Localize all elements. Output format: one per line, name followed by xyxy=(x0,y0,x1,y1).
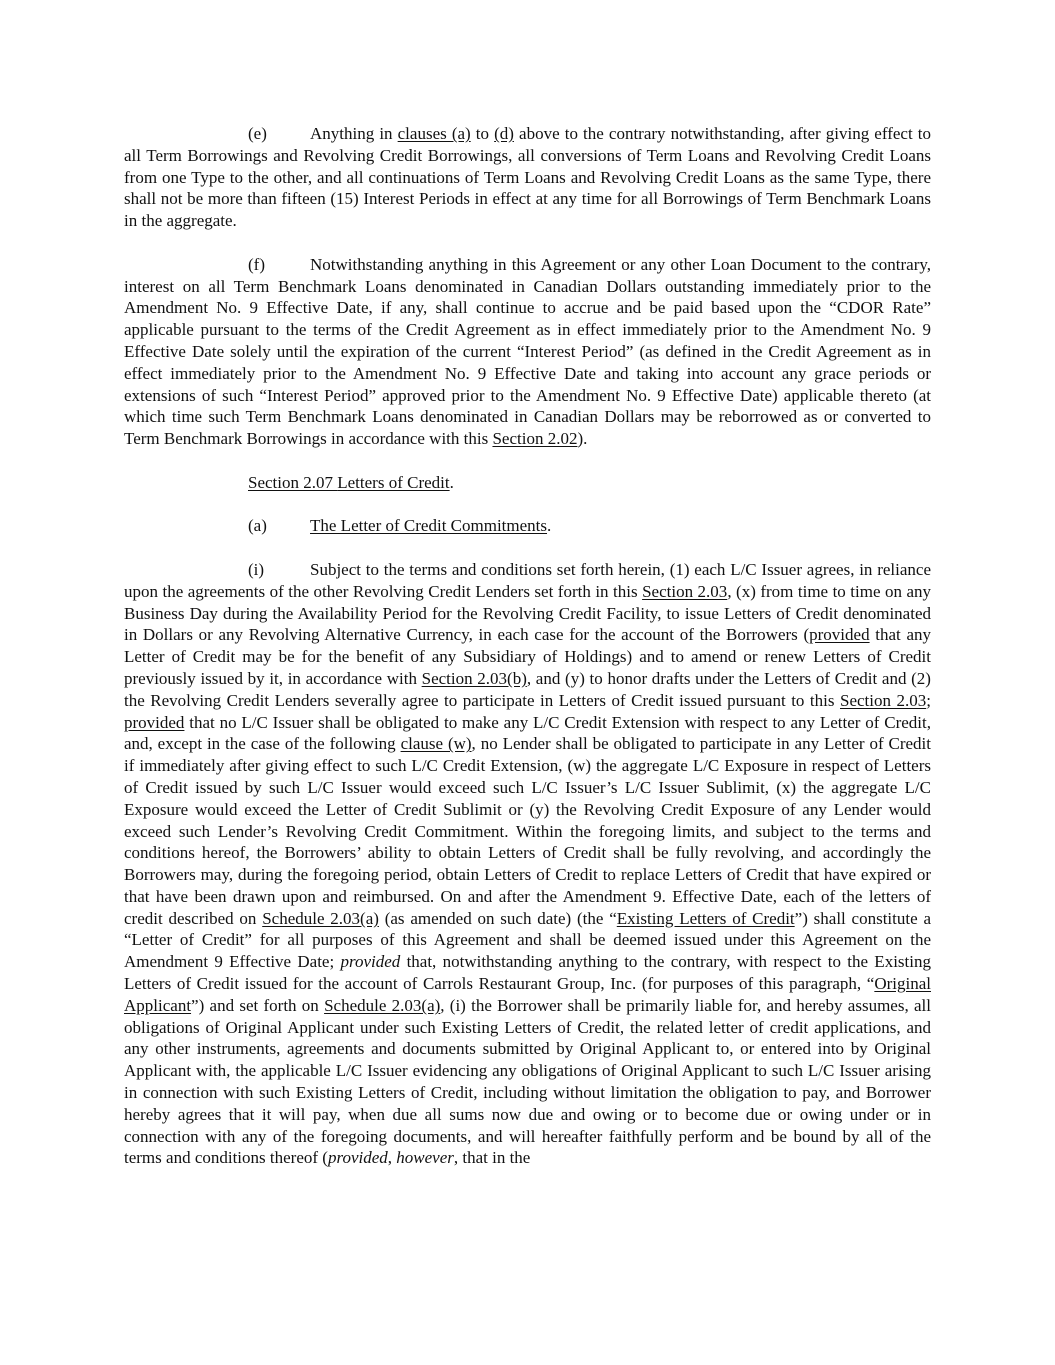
subheading-title: The Letter of Credit Commitments xyxy=(310,516,548,536)
section-title: Letters of Credit xyxy=(337,472,450,492)
document-page xyxy=(124,123,931,1169)
cross-reference: Schedule 2.03(a) xyxy=(324,995,441,1015)
italic-term: however xyxy=(396,1148,454,1168)
defined-term: Original Applicant xyxy=(124,974,931,1015)
cross-reference: Section 2.02 xyxy=(492,429,578,449)
cross-reference: clauses (a) xyxy=(397,124,471,143)
italic-term: provided xyxy=(340,952,401,972)
cross-reference: (d) xyxy=(494,124,514,143)
section-heading: Section 2.07 Letters of Credit. xyxy=(248,472,454,492)
subheading-a: (a) The Letter of Credit Commitments. xyxy=(248,516,552,536)
paragraph-label: (a) xyxy=(248,516,267,536)
cross-reference: Section 2.03 xyxy=(840,690,927,710)
cross-reference: Schedule 2.03(a) xyxy=(262,908,379,928)
paragraph-e: (e) Anything in clauses (a) to (d) above to the contrary notwithstanding, after giving effect to all Term Borrowings and Revolving Credit Borrowings, all conversions of Term Loans and Revolving Credit Loans from one Type to the other, and all continuations of Term Loans and Revolving Credit Loans as the same Type, there shall not be more than fifteen (15) Interest Periods in effect at any time for all Borrowings of Term Benchmark Loans in the aggregate. xyxy=(124,124,931,231)
paragraph-i: (i) Subject to the terms and conditions set forth herein, (1) each L/C Issuer agrees, in reliance upon the agreements of the other Revolving Credit Lenders set forth in this Section 2.03, (x) from time to time on any Business Day during the Availability Period for the Revolving Credit Facility, to issue Letters of Credit denominated in Dollars or any Revolving Alternative Currency, in each case for the account of the Borrowers (provided that any Letter of Credit may be for the benefit of any Subsidiary of Holdings) and to amend or renew Letters of Credit previously issued by it, in accordance with Section 2.03(b), and (y) to honor drafts under the Letters of Credit and (2) the Revolving Credit Lenders severally agree to participate in Letters of Credit issued pursuant to this Section 2.03; provided that no L/C Issuer shall be obligated to make any L/C Credit Extension with respect to any Letter of Credit, and, except in the case of the following clause (w), no Lender shall be obligated to participate in any Letter of Credit if immediately after giving effect to such L/C Credit Extension, (w) the aggregate L/C Exposure in respect of Letters of Credit issued by such L/C Issuer would exceed such L/C Issuer’s L/C Issuer Sublimit, (x) the aggregate L/C Exposure would exceed the Letter of Credit Sublimit or (y) the Revolving Credit Exposure of any Lender would exceed such Lender’s Revolving Credit Commitment. Within the foregoing limits, and subject to the terms and conditions hereof, the Borrowers’ ability to obtain Letters of Credit shall be fully revolving, and accordingly the Borrowers may, during the foregoing period, obtain Letters of Credit to replace Letters of Credit that have expired or that have been drawn upon and reimbursed. On and after the Amendment 9. Effective Date, each of the letters of credit described on Schedule 2.03(a) (as amended on such date) (the “Existing Letters of Credit”) shall constitute a “Letter of Credit” for all purposes of this Agreement and shall be deemed issued under this Agreement on the Amendment 9 Effective Date; provided that, notwithstanding anything to the contrary, with respect to the Existing Letters of Credit issued for the account of Carrols Restaurant Group, Inc. (for purposes of this paragraph, “Original Applicant”) and set forth on Schedule 2.03(a), (i) the Borrower shall be primarily liable for, and hereby assumes, all obligations of Original Applicant under such Existing Letters of Credit, the related letter of credit applications, and any other instruments, agreements and documents submitted by Original Applicant to, or entered into by Original Applicant with, the applicable L/C Issuer evidencing any obligations of Original Applicant to such L/C Issuer arising in connection with such Existing Letters of Credit, including without limitation the obligation to pay, and Borrower hereby agrees that it will pay, when due all sums now due and owing or to become due or owing under or in connection with any of the foregoing documents, and will hereafter faithfully perform and be bound by all of the terms and conditions thereof (provided, however, that in the xyxy=(124,559,932,1168)
cross-reference: Section 2.03(b) xyxy=(421,668,527,688)
section-number: Section 2.07 xyxy=(248,472,333,492)
cross-reference: clause (w) xyxy=(400,734,472,754)
section-heading-text xyxy=(248,473,450,492)
italic-term: provided xyxy=(327,1148,388,1168)
defined-term: Existing Letters of Credit xyxy=(616,908,795,928)
paragraph-label: (e) xyxy=(248,124,267,143)
defined-term: provided xyxy=(124,712,185,732)
paragraph-label: (f) xyxy=(248,254,265,274)
paragraph-label: (i) xyxy=(248,559,265,579)
cross-reference: Section 2.03 xyxy=(642,581,728,601)
paragraph-f: (f) Notwithstanding anything in this Agreement or any other Loan Document to the contrary, interest on all Term Benchmark Loans denominated in Canadian Dollars outstanding immediately prior to the Amendment No. 9 Effective Date, if any, shall continue to accrue and be paid based upon the “CDOR Rate” applicable pursuant to the terms of the Credit Agreement as in effect immediately prior to the Amendment No. 9 Effective Date solely until the expiration of the current “Interest Period” (as defined in the Credit Agreement as in effect immediately prior to the Amendment No. 9 Effective Date and taking into account any grace periods or extensions of such “Interest Period” approved prior to the Amendment No. 9 Effective Date) applicable thereto (at which time such Term Benchmark Loans denominated in Canadian Dollars may be reborrowed as or converted to Term Benchmark Borrowings in accordance with this Section 2.02). xyxy=(124,254,931,449)
defined-term: provided xyxy=(809,625,870,645)
